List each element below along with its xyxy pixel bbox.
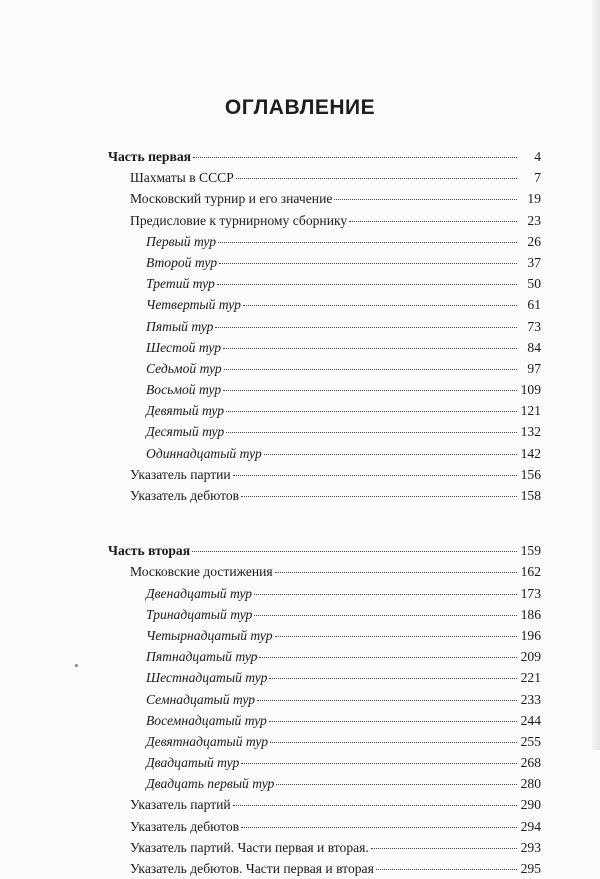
dot-leader	[270, 742, 517, 743]
toc-round	[108, 358, 541, 379]
toc-entry-label: Шестой тур	[146, 339, 222, 355]
toc-entry-label: Двадцатый тур	[146, 755, 240, 771]
toc-round	[108, 421, 541, 442]
toc-entry-label: Девятый тур	[146, 403, 225, 419]
toc-page-number: 159	[520, 543, 541, 559]
toc-entry-label: Одиннадцатый тур	[146, 445, 262, 461]
toc-round	[108, 689, 541, 710]
toc-page-number: 233	[520, 691, 541, 707]
dot-leader	[259, 657, 517, 658]
toc-section	[108, 561, 541, 582]
toc-entry-label: Указатель партий	[130, 797, 231, 813]
toc-round	[108, 625, 541, 646]
toc-entry-label: Восемнадцатый тур	[146, 712, 267, 728]
toc-page-number: 19	[527, 191, 541, 207]
toc-page-number: 26	[527, 233, 541, 249]
toc-round	[108, 294, 541, 315]
dot-leader	[236, 178, 517, 179]
toc-entry-label: Четырнадцатый тур	[146, 627, 273, 643]
toc-round	[108, 252, 541, 273]
toc-page-number: 268	[520, 755, 541, 771]
dot-leader	[275, 636, 517, 637]
dot-leader	[192, 551, 517, 552]
dot-leader	[334, 199, 517, 200]
toc-section	[108, 837, 541, 858]
toc-entry-label: Часть вторая	[108, 543, 191, 559]
toc-page-number: 209	[520, 649, 541, 665]
dot-leader	[254, 615, 517, 616]
toc-page-number: 255	[520, 733, 541, 749]
toc-round	[108, 710, 541, 731]
toc-entry-label: Двенадцатый тур	[146, 585, 253, 601]
toc-entry-label: Часть первая	[108, 149, 191, 164]
toc-entry-label: Третий тур	[146, 276, 215, 292]
toc-page-number: 294	[520, 818, 541, 834]
dot-leader	[241, 827, 517, 828]
toc-entry-label: Указатель дебютов. Части первая и вторая	[130, 861, 374, 876]
part-separator	[108, 506, 541, 540]
toc-page-number: 290	[520, 797, 541, 813]
page-title: ОГЛАВЛЕНИЕ	[224, 96, 376, 119]
toc-section	[108, 464, 541, 485]
toc-entry-label: Указатель дебютов	[130, 818, 240, 834]
dot-leader	[226, 432, 517, 433]
toc-section	[108, 816, 541, 837]
toc-round	[108, 273, 541, 294]
toc-section	[108, 485, 541, 506]
paper-speck	[75, 664, 78, 667]
toc-page-number: 142	[520, 445, 541, 461]
dot-leader	[241, 763, 517, 764]
dot-leader	[376, 869, 517, 870]
toc-entry-label: Девятнадцатый тур	[146, 733, 269, 749]
dot-leader	[349, 221, 517, 222]
table-of-contents	[108, 146, 541, 879]
toc-page-number: 73	[527, 318, 541, 334]
toc-page-number: 7	[534, 170, 541, 186]
toc-section	[108, 858, 541, 879]
toc-section	[108, 794, 541, 815]
toc-round	[108, 379, 541, 400]
toc-entry-label: Указатель дебютов	[130, 488, 240, 503]
toc-page-number: 4	[534, 149, 541, 164]
toc-page-number: 162	[520, 564, 541, 580]
toc-page-number: 293	[520, 839, 541, 855]
toc-page-number: 84	[527, 339, 541, 355]
toc-round	[108, 752, 541, 773]
dot-leader	[233, 805, 517, 806]
dot-leader	[223, 390, 517, 391]
toc-page-number: 37	[527, 254, 541, 270]
toc-entry-label: Восьмой тур	[146, 382, 222, 398]
toc-page-number: 23	[527, 212, 541, 228]
dot-leader	[223, 348, 517, 349]
toc-round	[108, 443, 541, 464]
toc-entry-label: Шахматы в СССР	[130, 170, 234, 186]
dot-leader	[241, 496, 517, 497]
toc-round	[108, 337, 541, 358]
toc-entry-label: Указатель партий. Части первая и вторая.	[130, 839, 369, 855]
toc-page-number: 295	[520, 861, 541, 876]
dot-leader	[217, 284, 517, 285]
dot-leader	[276, 784, 517, 785]
toc-round	[108, 583, 541, 604]
toc-entry-label: Указатель партии	[130, 466, 231, 482]
toc-entry-label: Московский турнир и его значение	[130, 191, 333, 207]
toc-round	[108, 231, 541, 252]
toc-round	[108, 400, 541, 421]
dot-leader	[371, 848, 517, 849]
dot-leader	[243, 305, 517, 306]
toc-page-number: 97	[527, 360, 541, 376]
toc-round	[108, 604, 541, 625]
dot-leader	[275, 572, 517, 573]
dot-leader	[219, 263, 517, 264]
dot-leader	[269, 678, 517, 679]
dot-leader	[233, 475, 517, 476]
toc-entry-label: Семнадцатый тур	[146, 691, 256, 707]
toc-entry-label: Пятнадцатый тур	[146, 649, 258, 665]
dot-leader	[215, 327, 517, 328]
toc-round	[108, 731, 541, 752]
toc-page-number: 158	[520, 488, 541, 503]
toc-page-number: 121	[520, 403, 541, 419]
toc-part-heading	[108, 146, 541, 167]
toc-page-number: 61	[527, 297, 541, 313]
toc-entry-label: Двадцать первый тур	[146, 776, 275, 792]
toc-page-number: 132	[520, 424, 541, 440]
toc-page-number: 244	[520, 712, 541, 728]
toc-entry-label: Предисловие к турнирному сборнику	[130, 212, 348, 228]
toc-entry-label: Пятый тур	[146, 318, 214, 334]
toc-part-heading	[108, 540, 541, 561]
dot-leader	[257, 700, 517, 701]
toc-entry-label: Первый тур	[146, 233, 217, 249]
toc-entry-label: Московские достижения	[130, 564, 273, 580]
dot-leader	[193, 157, 517, 158]
toc-page-number: 280	[520, 776, 541, 792]
dot-leader	[254, 594, 517, 595]
toc-entry-label: Четвертый тур	[146, 297, 241, 313]
toc-entry-label: Второй тур	[146, 254, 218, 270]
toc-section	[108, 210, 541, 231]
toc-round	[108, 773, 541, 794]
toc-section	[108, 188, 541, 209]
toc-entry-label: Тринадцатый тур	[146, 606, 253, 622]
toc-entry-label: Седьмой тур	[146, 360, 222, 376]
toc-page-number: 186	[520, 606, 541, 622]
dot-leader	[264, 454, 517, 455]
dot-leader	[269, 721, 517, 722]
toc-entry-label: Десятый тур	[146, 424, 225, 440]
toc-entry-label: Шестнадцатый тур	[146, 670, 268, 686]
toc-round	[108, 646, 541, 667]
toc-page-number: 221	[520, 670, 541, 686]
dot-leader	[218, 242, 517, 243]
toc-section	[108, 167, 541, 188]
toc-round	[108, 316, 541, 337]
dot-leader	[224, 369, 517, 370]
toc-page-number: 196	[520, 627, 541, 643]
toc-page-number: 156	[520, 466, 541, 482]
toc-page-number: 50	[527, 276, 541, 292]
toc-page-number: 173	[520, 585, 541, 601]
toc-round	[108, 667, 541, 688]
dot-leader	[226, 411, 517, 412]
toc-page-number: 109	[520, 382, 541, 398]
